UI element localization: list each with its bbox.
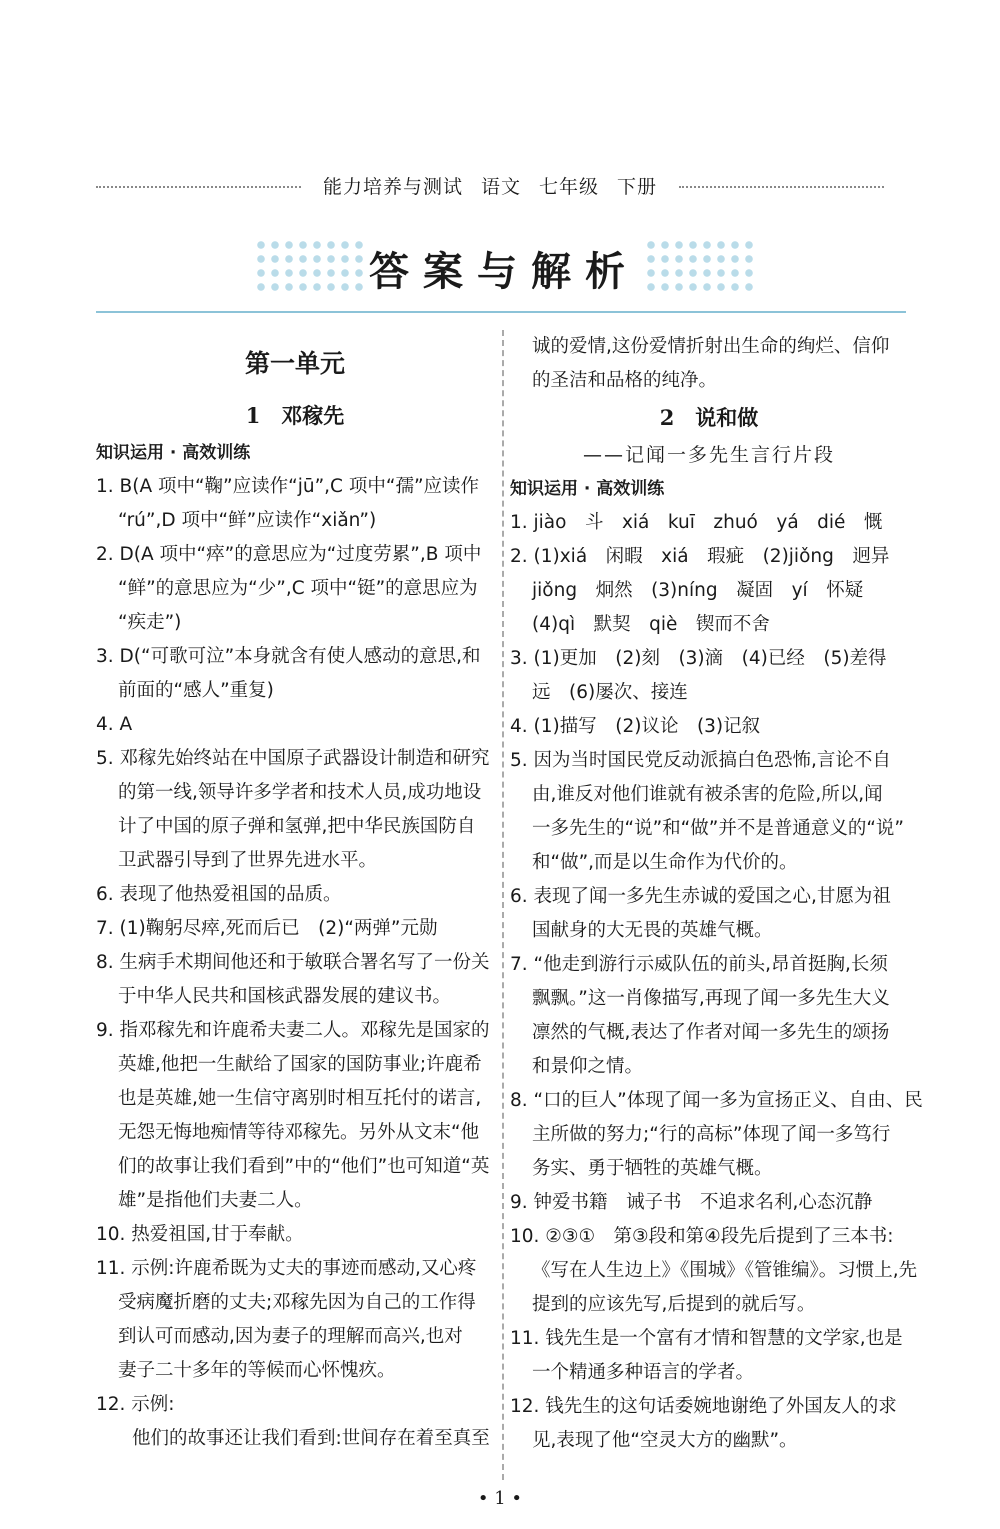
answer-line: jiǒng 炯然 (3)níng 凝固 yí 怀疑 <box>532 580 864 601</box>
answer-line: 5. 因为当时国民党反动派搞白色恐怖,言论不自 <box>510 750 891 771</box>
answer-line: 1. jiào 斗 xiá kuī zhuó yá dié 慨 <box>510 512 883 533</box>
page-title: 答案与解析 <box>369 248 639 295</box>
page-number: • 1 • <box>477 1488 523 1509</box>
answer-line: 6. 表现了他热爱祖国的品质。 <box>96 884 342 905</box>
answer-line: “rú”,D 项中“鲜”应读作“xiǎn”) <box>118 510 377 531</box>
answer-line: 3. D(“可歌可泣”本身就含有使人感动的意思,和 <box>96 646 481 667</box>
answer-line: 5. 邓稼先始终站在中国原子武器设计制造和研究 <box>96 748 490 769</box>
section-title: 1 邓稼先 <box>245 403 345 428</box>
answer-line: 到认可而感动,因为妻子的理解而高兴,也对 <box>118 1326 463 1347</box>
answer-line: 一个精通多种语言的学者。 <box>532 1362 755 1383</box>
answer-line: 飘飘。”这一肖像描写,再现了闻一多先生大义 <box>532 988 890 1009</box>
answer-line: 提到的应该先写,后提到的就后写。 <box>532 1294 816 1315</box>
section-subtitle: ——记闻一多先生言行片段 <box>582 444 835 466</box>
left-column <box>96 330 494 1456</box>
answer-line: 们的故事让我们看到”中的“他们”也可知道“英 <box>118 1156 490 1177</box>
subsection-heading: 知识运用 · 高效训练 <box>96 443 251 463</box>
answer-line: 凛然的气概,表达了作者对闻一多先生的颂扬 <box>532 1022 890 1043</box>
unit-title: 第一单元 <box>244 349 345 378</box>
answer-line: 9. 钟爱书籍 诫子书 不追求名利,心态沉静 <box>510 1192 873 1213</box>
title-banner <box>254 238 754 300</box>
answer-line: 他们的故事还让我们看到:世间存在着至真至 <box>132 1428 490 1449</box>
answer-line: 10. 热爱祖国,甘于奉献。 <box>96 1224 304 1245</box>
answer-line: 和景仰之情。 <box>532 1056 644 1077</box>
answer-line: 7. (1)鞠躬尽瘁,死而后已 (2)“两弹”元勋 <box>96 918 438 939</box>
answer-line: “疾走”) <box>118 612 182 633</box>
header-grade: 七年级 <box>539 176 600 198</box>
answer-line: 受病魔折磨的丈夫;邓稼先因为自己的工作得 <box>118 1292 476 1313</box>
answer-list <box>510 506 923 1458</box>
answer-line: 3. (1)更加 (2)刻 (3)滴 (4)已经 (5)差得 <box>510 648 887 669</box>
answer-line: 计了中国的原子弹和氢弹,把中华民族国防自 <box>118 816 476 837</box>
answer-line: 4. (1)描写 (2)议论 (3)记叙 <box>510 716 761 737</box>
answer-line: 和“做”,而是以生命作为代价的。 <box>532 852 798 873</box>
subsection-heading: 知识运用 · 高效训练 <box>510 479 665 499</box>
column-divider <box>502 330 504 1480</box>
header-volume: 下册 <box>617 176 658 198</box>
answer-line: 国献身的大无畏的英雄气概。 <box>532 920 773 941</box>
answer-line: 英雄,他把一生献给了国家的国防事业;许鹿希 <box>118 1054 482 1075</box>
continued-text <box>510 330 908 398</box>
answer-line: 远 (6)屡次、接连 <box>532 682 688 703</box>
answer-line: 的第一线,领导许多学者和技术人员,成功地设 <box>118 782 482 803</box>
section-title: 2 说和做 <box>659 405 759 430</box>
answer-line: 妻子二十多年的等候而心怀愧疚。 <box>118 1360 396 1381</box>
header-dotted-rule-right <box>679 186 884 188</box>
answer-line: (4)qì 默契 qiè 锲而不舍 <box>532 614 770 635</box>
header-book: 能力培养与测试 <box>322 176 463 198</box>
answer-line: 7. “他走到游行示威队伍的前头,昂首挺胸,长须 <box>510 954 888 975</box>
answer-line: 9. 指邓稼先和许鹿希夫妻二人。邓稼先是国家的 <box>96 1020 490 1041</box>
answer-line: 12. 钱先生的这句话委婉地谢绝了外国友人的求 <box>510 1396 897 1417</box>
answer-list <box>96 470 494 1456</box>
header-subject: 语文 <box>480 176 521 198</box>
answer-line: 也是英雄,她一生信守离别时相互托付的诺言, <box>118 1088 482 1109</box>
answer-line: 雄”是指他们夫妻二人。 <box>118 1190 313 1211</box>
answer-line: 8. 生病手术期间他还和于敏联合署名写了一份关 <box>96 952 490 973</box>
answer-line: 4. A <box>96 714 133 735</box>
answer-line: 前面的“感人”重复) <box>118 680 274 701</box>
answer-line: 8. “口的巨人”体现了闻一多为宣扬正义、自由、民 <box>510 1090 923 1111</box>
answer-line: 2. D(A 项中“瘁”的意思应为“过度劳累”,B 项中 <box>96 544 482 565</box>
right-column <box>510 330 923 1458</box>
answer-line: 于中华人民共和国核武器发展的建议书。 <box>118 986 452 1007</box>
answer-line: “鲜”的意思应为“少”,C 项中“铤”的意思应为 <box>118 578 478 599</box>
answer-line: 12. 示例: <box>96 1394 175 1415</box>
answer-line: 无怨无悔地痴情等待邓稼先。另外从文末“他 <box>118 1122 480 1143</box>
continued-line: 诚的爱情,这份爱情折射出生命的绚烂、信仰 <box>532 336 890 357</box>
answer-line: 2. (1)xiá 闲暇 xiá 瑕疵 (2)jiǒng 迥异 <box>510 546 890 567</box>
answer-line: 卫武器引导到了世界先进水平。 <box>118 850 378 871</box>
answer-line: 主所做的努力;“行的高标”体现了闻一多笃行 <box>532 1124 891 1145</box>
answer-line: 《写在人生边上》《围城》《管锥编》。习惯上,先 <box>532 1260 918 1281</box>
answer-line: 11. 钱先生是一个富有才情和智慧的文学家,也是 <box>510 1328 903 1349</box>
title-divider <box>96 311 906 313</box>
answer-line: 10. ②③① 第③段和第④段先后提到了三本书: <box>510 1226 894 1247</box>
answer-line: 见,表现了他“空灵大方的幽默”。 <box>532 1430 798 1451</box>
answer-line: 11. 示例:许鹿希既为丈夫的事迹而感动,又心疼 <box>96 1258 477 1279</box>
answer-line: 6. 表现了闻一多先生赤诚的爱国之心,甘愿为祖 <box>510 886 891 907</box>
answer-line: 由,谁反对他们谁就有被杀害的危险,所以,闻 <box>532 784 883 805</box>
answer-line: 1. B(A 项中“鞠”应读作“jū”,C 项中“孺”应读作 <box>96 476 480 497</box>
continued-line: 的圣洁和品格的纯净。 <box>532 370 718 391</box>
answer-line: 务实、勇于牺牲的英雄气概。 <box>532 1158 773 1179</box>
running-header <box>96 172 884 202</box>
answer-line: 一多先生的“说”和“做”并不是普通意义的“说” <box>532 818 905 839</box>
